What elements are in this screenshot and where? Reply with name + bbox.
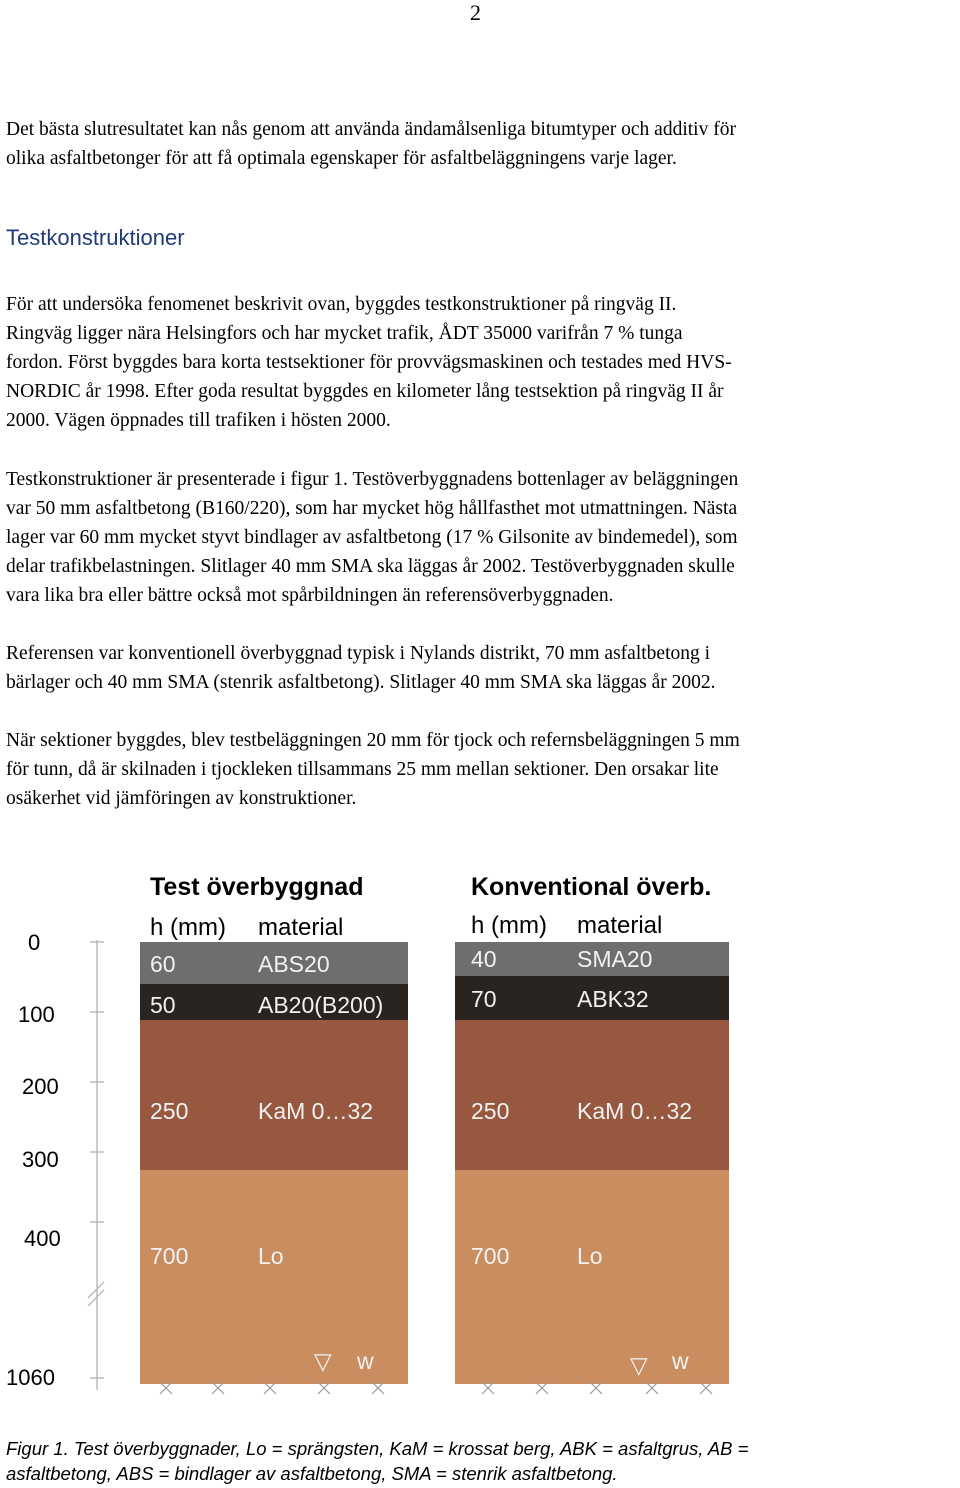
test-column-title: Test överbyggnad (150, 873, 364, 901)
caption-line: asfaltbetong, ABS = bindlager av asfaltbetong, SMA = stenrik asfaltbetong. (6, 1463, 618, 1484)
test-layer-2-material: AB20(B200) (258, 992, 384, 1018)
test-layer-4-h: 700 (150, 1243, 189, 1269)
paragraph-4 (6, 726, 954, 813)
depth-label-1060: 1060 (6, 1365, 55, 1390)
conv-layer-3-material: KaM 0…32 (577, 1098, 693, 1124)
text-line: bärlager och 40 mm SMA (stenrik asfaltbetong). Slitlager 40 mm SMA ska läggas år 2002. (6, 672, 716, 693)
intro-paragraph (6, 115, 954, 173)
test-col-h-header: h (mm) (150, 914, 226, 941)
test-layer-3-material: KaM 0…32 (258, 1098, 374, 1124)
conv-layer-kam (455, 1020, 729, 1170)
text-line: delar trafikbelastningen. Slitlager 40 mm SMA ska läggas år 2002. Testöverbyggnaden skulle (6, 556, 735, 577)
text-line: vara lika bra eller bättre också mot spårbildningen än referensöverbyggnaden. (6, 585, 614, 606)
conv-layer-2-h: 70 (471, 986, 497, 1012)
conv-col-h-header: h (mm) (471, 912, 547, 939)
text-line: var 50 mm asfaltbetong (B160/220), som har mycket hög hållfasthet mot utmattningen. Nästa (6, 498, 738, 519)
depth-label-400: 400 (24, 1226, 61, 1251)
text-line: lager var 60 mm mycket styvt bindlager av asfaltbetong (17 % Gilsonite av bindemedel), som (6, 527, 738, 548)
conv-layer-3-h: 250 (471, 1098, 510, 1124)
depth-label-300: 300 (22, 1147, 59, 1172)
paragraph-3 (6, 639, 954, 697)
test-layer-kam (140, 1020, 408, 1170)
figure-pavement-structures (0, 860, 960, 1420)
depth-label-200: 200 (22, 1074, 59, 1099)
text-line: Testkonstruktioner är presenterade i figur 1. Testöverbyggnadens bottenlager av beläggningen (6, 469, 739, 490)
test-layer-2-h: 50 (150, 992, 176, 1018)
test-layer-1-material: ABS20 (258, 951, 330, 977)
depth-label-100: 100 (18, 1002, 55, 1027)
text-line: Ringväg ligger nära Helsingfors och har mycket trafik, ÅDT 35000 varifrån 7 % tunga (6, 323, 683, 344)
conventional-column-title: Konventional överb. (471, 873, 712, 901)
test-layer-4-material: Lo (258, 1243, 284, 1269)
water-table-label: w (357, 1348, 374, 1374)
conv-layer-4-h: 700 (471, 1243, 510, 1269)
water-table-icon: ▽ (630, 1352, 648, 1378)
section-heading: Testkonstruktioner (6, 225, 185, 250)
text-line: NORDIC år 1998. Efter goda resultat byggdes en kilometer lång testsektion på ringväg II år (6, 381, 724, 402)
test-col-material-header: material (258, 914, 344, 941)
test-layer-1-h: 60 (150, 951, 176, 977)
text-line: för tunn, då är skilnaden i tjockleken tillsammans 25 mm mellan sektioner. Den orsakar lite (6, 759, 719, 780)
conv-col-material-header: material (577, 912, 663, 939)
conv-layer-4-material: Lo (577, 1243, 603, 1269)
depth-label-0: 0 (28, 930, 41, 955)
water-table-label: w (672, 1348, 689, 1374)
text-line: olika asfaltbetonger för att få optimala egenskaper för asfaltbeläggningens varje lager. (6, 148, 677, 169)
figure-caption (6, 1436, 956, 1486)
text-line: osäkerhet vid jämföringen av konstruktioner. (6, 788, 357, 809)
test-layer-3-h: 250 (150, 1098, 189, 1124)
text-line: Det bästa slutresultatet kan nås genom att använda ändamålsenliga bitumtyper och additiv för (6, 119, 736, 140)
water-table-icon: ▽ (314, 1348, 332, 1374)
caption-line: Figur 1. Test överbyggnader, Lo = sprängsten, KaM = krossat berg, ABK = asfaltgrus, AB = (6, 1438, 749, 1459)
paragraph-1 (6, 290, 954, 435)
axis-break-mark (88, 1290, 104, 1306)
conv-layer-1-material: SMA20 (577, 946, 653, 972)
page-number: 2 (470, 0, 481, 25)
paragraph-2 (6, 465, 954, 610)
text-line: Referensen var konventionell överbyggnad typisk i Nylands distrikt, 70 mm asfaltbetong i (6, 643, 711, 664)
conv-layer-1-h: 40 (471, 946, 497, 972)
axis-break-mark (88, 1282, 104, 1298)
conv-layer-2-material: ABK32 (577, 986, 649, 1012)
text-line: När sektioner byggdes, blev testbeläggningen 20 mm för tjock och refernsbeläggningen 5 mm (6, 730, 740, 751)
figure-graphics (0, 860, 960, 1420)
text-line: För att undersöka fenomenet beskrivit ovan, byggdes testkonstruktioner på ringväg II. (6, 294, 677, 315)
text-line: fordon. Först byggdes bara korta testsektioner för provvägsmaskinen och testades med HVS- (6, 352, 732, 373)
text-line: 2000. Vägen öppnades till trafiken i hösten 2000. (6, 410, 391, 431)
